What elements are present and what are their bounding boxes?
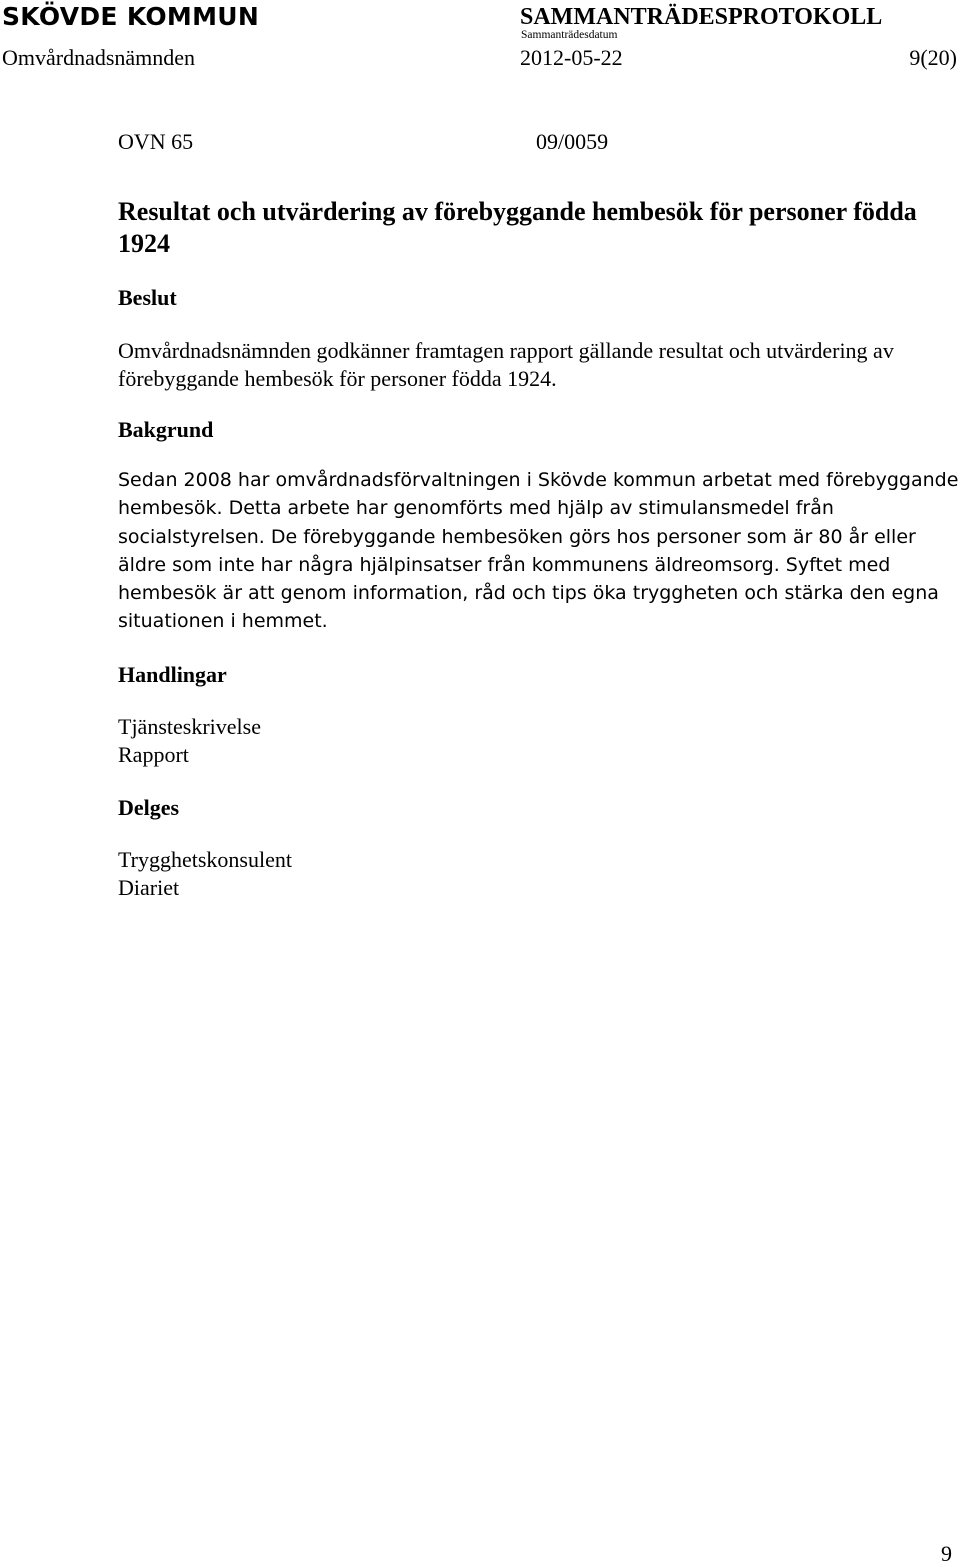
- list-item: Trygghetskonsulent: [118, 847, 292, 872]
- page-number: 9: [941, 1541, 952, 1566]
- bakgrund-heading: Bakgrund: [118, 417, 214, 442]
- meeting-date-caption: Sammanträdesdatum: [521, 29, 618, 41]
- diary-number: 09/0059: [536, 129, 609, 154]
- bakgrund-text: Sedan 2008 har omvårdnadsförvaltningen i Skövde kommun arbetat med förebyggande hembesök. Detta arbete har genomförts med hjälp av stimulansmedel från socialstyrelsen. De förebyggande hembesöken görs hos personer som är 80 år eller äldre som inte har några hjälpinsatser från kommunens äldreomsorg. Syftet med hembesök är att genom information, råd och tips öka tryggheten och stärka den egna situationen i hemmet.: [118, 469, 959, 633]
- delges-list: [118, 846, 292, 902]
- list-item: Tjänsteskrivelse: [118, 714, 261, 739]
- municipality-logo: SKÖVDE KOMMUN: [2, 2, 260, 31]
- beslut-heading: Beslut: [118, 285, 177, 310]
- meeting-date: 2012-05-22: [520, 45, 623, 70]
- committee-name: Omvårdnadsnämnden: [2, 45, 196, 70]
- handlingar-list: [118, 713, 261, 769]
- list-item: Rapport: [118, 742, 189, 767]
- case-reference-row: [118, 129, 609, 155]
- case-number: OVN 65: [118, 129, 194, 154]
- page-reference: 9(20): [909, 45, 957, 70]
- case-title: Resultat och utvärdering av förebyggande hembesök för personer födda 1924: [118, 197, 917, 258]
- beslut-text: Omvårdnadsnämnden godkänner framtagen rapport gällande resultat och utvärdering av förebyggande hembesök för personer födda 1924.: [118, 338, 894, 391]
- delges-heading: Delges: [118, 795, 180, 820]
- list-item: Diariet: [118, 875, 180, 900]
- document-type: SAMMANTRÄDESPROTOKOLL: [520, 4, 883, 30]
- handlingar-heading: Handlingar: [118, 662, 227, 687]
